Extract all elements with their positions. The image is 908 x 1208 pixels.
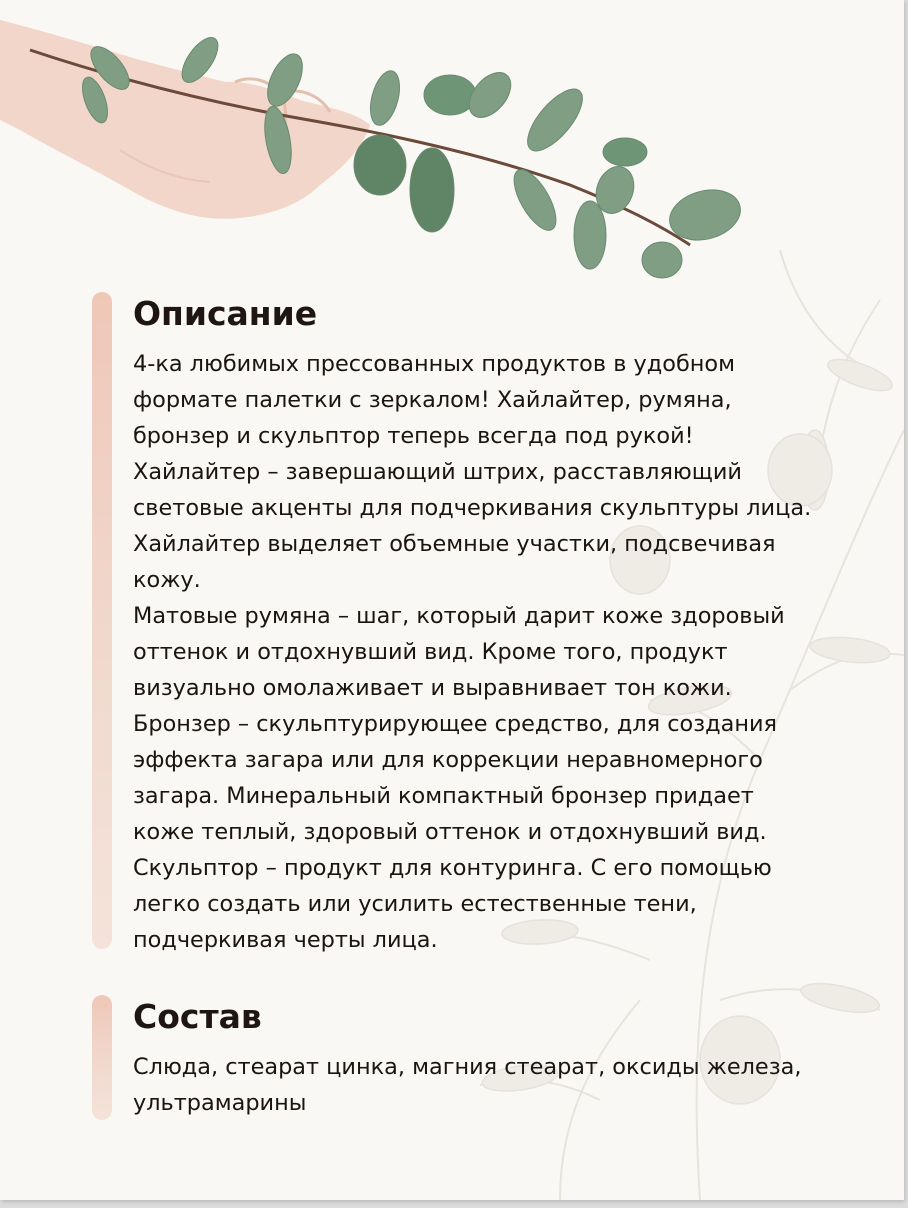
description-line: коже теплый, здоровый оттенок и отдохнувший вид. xyxy=(133,819,767,845)
description-line: визуально омолаживает и выравнивает тон кожи. xyxy=(133,675,732,701)
composition-line: Слюда, стеарат цинка, магния стеарат, оксиды железа, xyxy=(133,1054,802,1080)
description-accent-bar xyxy=(92,292,112,949)
description-line: загара. Минеральный компактный бронзер придает xyxy=(133,783,754,809)
description-line: Матовые румяна – шаг, который дарит коже здоровый xyxy=(133,603,785,629)
composition-line: ультрамарины xyxy=(133,1090,307,1116)
description-line: легко создать или усилить естественные тени, xyxy=(133,891,697,917)
description-heading: Описание xyxy=(133,294,318,333)
composition-accent-bar xyxy=(92,995,112,1120)
description-line: световые акценты для подчеркивания скульптуры лица. xyxy=(133,495,812,521)
description-line: Хайлайтер выделяет объемные участки, подсвечивая xyxy=(133,531,776,557)
description-line: 4-ка любимых прессованных продуктов в удобном xyxy=(133,351,735,377)
composition-text xyxy=(133,1049,873,1121)
description-line: эффекта загара или для коррекции неравномерного xyxy=(133,747,763,773)
description-line: Скульптор – продукт для контуринга. С его помощью xyxy=(133,855,772,881)
composition-heading: Состав xyxy=(133,997,262,1036)
description-line: формате палетки с зеркалом! Хайлайтер, румяна, xyxy=(133,387,732,413)
description-line: Хайлайтер – завершающий штрих, расставляющий xyxy=(133,459,742,485)
description-line: кожу. xyxy=(133,567,201,593)
description-line: Бронзер – скульптурирующее средство, для создания xyxy=(133,711,778,737)
description-text xyxy=(133,346,873,958)
description-line: оттенок и отдохнувший вид. Кроме того, продукт xyxy=(133,639,728,665)
description-line: подчеркивая черты лица. xyxy=(133,927,438,953)
description-line: бронзер и скульптор теперь всегда под рукой! xyxy=(133,423,694,449)
